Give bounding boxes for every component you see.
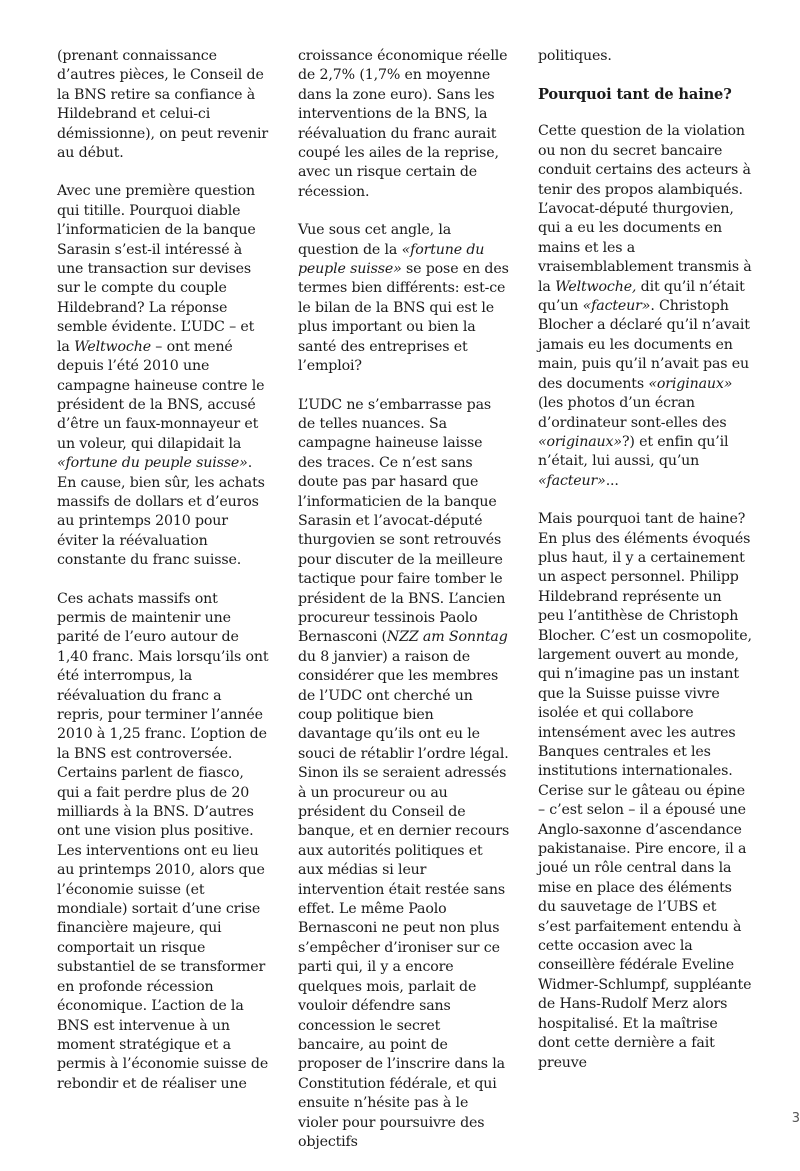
- text-column-1: [57, 47, 269, 1113]
- paragraph: Cette question de la violation ou non du secret bancaire conduit certains des acteurs à tenir des propos alambiqués. L’avocat-député thurgovien, qui a eu les documents en mains et les a vraisemblablement transmis à la Weltwoche, dit qu’il n’était qu’un «facteur». Christoph Blocher a déclaré qu’il n’avait jamais eu les documents en main, puis qu’il n’avait pas eu des documents «originaux» (les photos d’un écran d’ordinateur sont-elles des «originaux»?) et enfin qu’il n’était, lui aussi, qu’un «facteur»...: [538, 123, 752, 489]
- paragraph: Avec une première question qui titille. Pourquoi diable l’informaticien de la banque Sarasin s’est-il intéressé à une transaction sur devises sur le compte du couple Hildebrand? La réponse semble évidente. L’UDC – et la Weltwoche – ont mené depuis l’été 2010 une campagne haineuse contre le président de la BNS, accusé d’être un faux-monnayeur et un voleur, qui dilapidait la «fortune du peuple suisse». En cause, bien sûr, les achats massifs de dollars et d’euros au printemps 2010 pour éviter la réévaluation constante du franc suisse.: [57, 183, 265, 569]
- section-heading: Pourquoi tant de haine?: [538, 86, 732, 104]
- paragraph: (prenant connaissance d’autres pièces, le Conseil de la BNS retire sa confiance à Hildebrand et celui-ci démissionne), on peut revenir au début.: [57, 48, 269, 162]
- paragraph: Vue sous cet angle, la question de la «fortune du peuple suisse» se pose en des termes bien différents: est-ce le bilan de la BNS qui est le plus important ou bien la santé des entreprises et l’emploi?: [298, 222, 509, 375]
- publication-title: Weltwoche: [74, 338, 151, 355]
- quoted-phrase: «fortune du peuple suisse»: [298, 241, 485, 278]
- quoted-phrase: «facteur»: [582, 298, 651, 315]
- quoted-phrase: «fortune du peuple suisse»: [57, 455, 248, 472]
- paragraph: L’UDC ne s’embarrasse pas de telles nuances. Sa campagne haineuse laisse des traces. Ce n’est sans doute pas par hasard que l’informaticien de la banque Sarasin et l’avocat-député thurgovien se sont retrouvés pour discuter de la meilleure tactique pour faire tomber le président de la BNS. L’ancien procureur tessinois Paolo Bernasconi (NZZ am Sonntag du 8 janvier) a raison de considérer que les membres de l’UDC ont cherché un coup politique bien davantage qu’ils ont eu le souci de rétablir l’ordre légal. Sinon ils se seraient adressés à un procureur ou au président du Conseil de banque, et en dernier recours aux autorités politiques et aux médias si leur intervention était restée sans effet. Le même Paolo Bernasconi ne peut non plus s’empêcher d’ironiser sur ce parti qui, il y a encore quelques mois, parlait de vouloir défendre sans concession le secret bancaire, au point de proposer de l’inscrire dans la Constitution fédérale, et qui ensuite n’hésite pas à le violer pour poursuivre des objectifs: [298, 396, 510, 1150]
- paragraph: Ces achats massifs ont permis de maintenir une parité de l’euro autour de 1,40 franc. Mais lorsqu’ils ont été interrompus, la réévaluation du franc a repris, pour terminer l’année 2010 à 1,25 franc. L’option de la BNS est controversée. Certains parlent de fiasco, qui a fait perdre plus de 20 milliards à la BNS. D’autres ont une vision plus positive. Les interventions ont eu lieu au printemps 2010, alors que l’économie suisse (et mondiale) sortait d’une crise financière majeure, qui comportait un risque substantiel de se transformer en profonde récession économique. L’action de la BNS est intervenue à un moment stratégique et a permis à l’économie suisse de rebondir et de réaliser une: [57, 590, 269, 1092]
- publication-title: NZZ am Sonntag: [386, 629, 508, 646]
- paragraph: politiques.: [538, 48, 612, 64]
- paragraph: Mais pourquoi tant de haine? En plus des éléments évoqués plus haut, il y a certainement un aspect personnel. Philipp Hildebrand représente un peu l’antithèse de Christoph Blocher. C’est un cosmopolite, largement ouvert au monde, qui n’imagine pas un instant que la Suisse puisse vivre isolée et qui collabore intensément avec les autres Banques centrales et les institutions internationales. Cerise sur le gâteau ou épine – c’est selon – il a épousé une Anglo-saxonne d’ascendance pakistanaise. Pire encore, il a joué un rôle central dans la mise en place des éléments du sauvetage de l’UBS et s’est parfaitement entendu à cette occasion avec la conseillère fédérale Eveline Widmer-Schlumpf, suppléante de Hans-Rudolf Merz alors hospitalisé. Et la maîtrise dont cette dernière a fait preuve: [538, 511, 752, 1071]
- quoted-phrase: «facteur»: [538, 472, 606, 489]
- text-column-3: [538, 47, 752, 1092]
- publication-title: Weltwoche,: [555, 278, 637, 295]
- page-number: 3: [791, 1111, 800, 1126]
- quoted-phrase: «originaux»: [648, 375, 733, 392]
- quoted-phrase: «originaux»: [538, 433, 622, 450]
- paragraph: croissance économique réelle de 2,7% (1,7% en moyenne dans la zone euro). Sans les interventions de la BNS, la réévaluation du franc aurait coupé les ailes de la reprise, avec un risque certain de récession.: [298, 48, 508, 200]
- text-column-2: [298, 47, 510, 1171]
